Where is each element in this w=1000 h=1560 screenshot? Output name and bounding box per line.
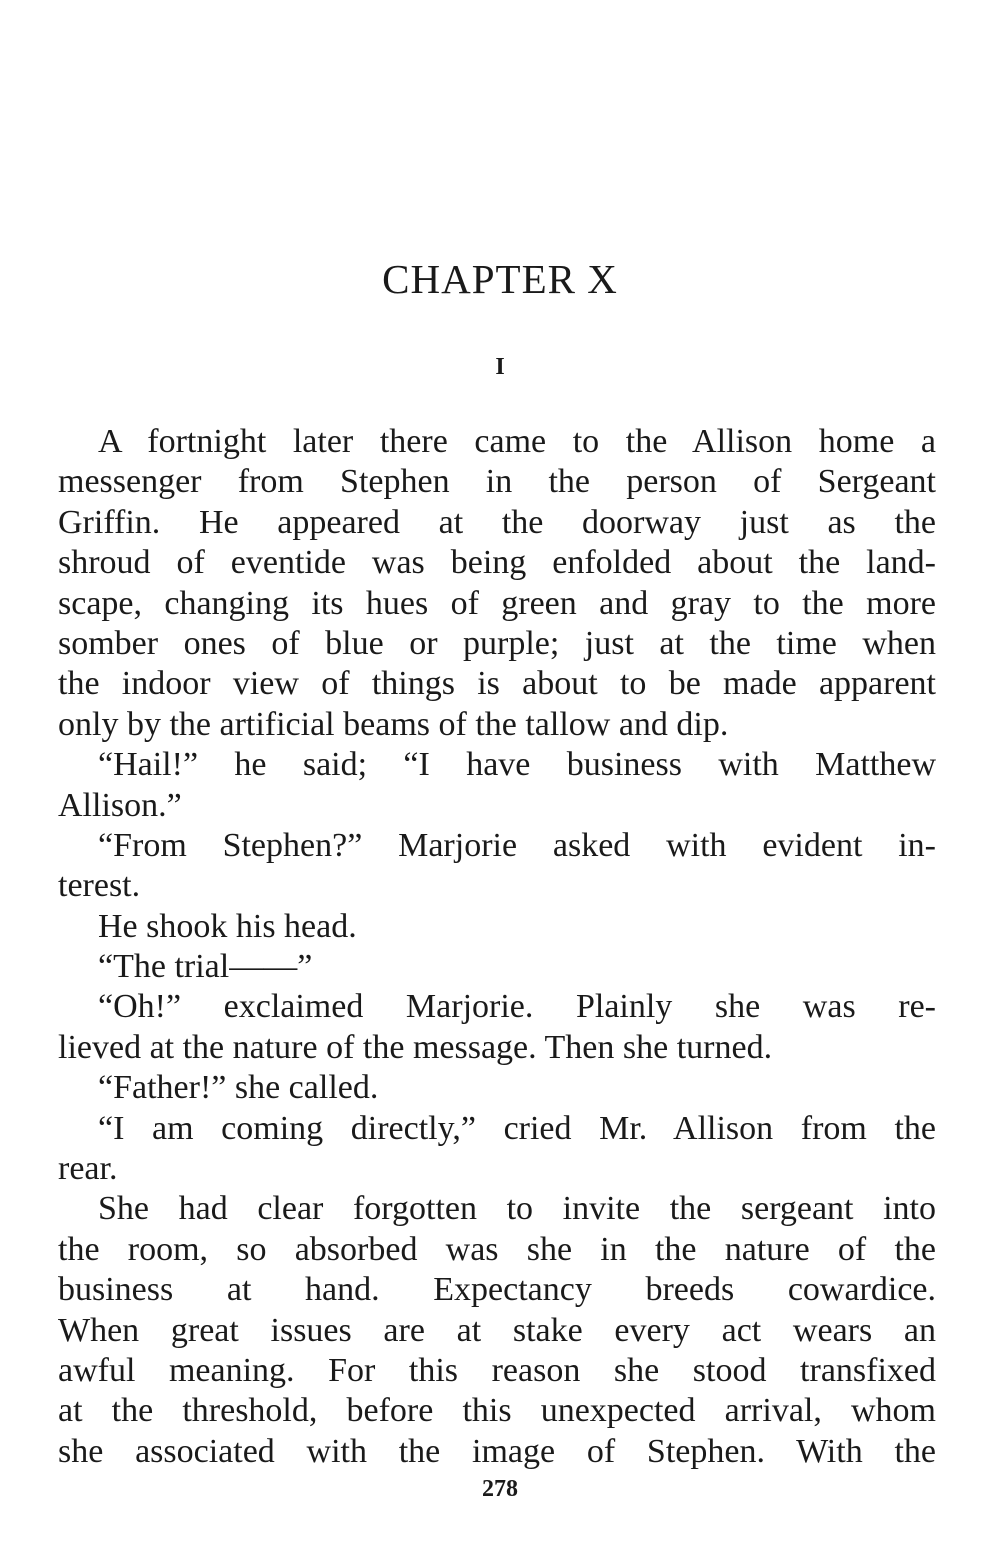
section-number: I (495, 354, 505, 380)
text-line: “From Stephen?” Marjorie asked with evident in- (98, 826, 936, 864)
text-line: business at hand. Expectancy breeds cowardice. (58, 1271, 936, 1309)
text-line: the indoor view of things is about to be made apparent (58, 665, 936, 703)
text-line: Allison.” (58, 786, 182, 824)
text-line: “I am coming directly,” cried Mr. Allison from the (98, 1109, 936, 1147)
text-line: He shook his head. (98, 907, 357, 945)
text-line: lieved at the nature of the message. Then she turned. (58, 1028, 773, 1066)
text-line: somber ones of blue or purple; just at the time when (58, 624, 936, 662)
text-line: “Oh!” exclaimed Marjorie. Plainly she was re- (98, 988, 936, 1026)
text-line: at the threshold, before this unexpected arrival, whom (58, 1392, 936, 1430)
text-line: shroud of eventide was being enfolded about the land- (58, 544, 936, 582)
text-line: messenger from Stephen in the person of Sergeant (58, 463, 936, 501)
text-line: the room, so absorbed was she in the nature of the (58, 1230, 936, 1268)
text-line: “Hail!” he said; “I have business with Matthew (98, 746, 936, 784)
text-line: She had clear forgotten to invite the sergeant into (98, 1190, 936, 1228)
text-line: terest. (58, 867, 141, 905)
body-text (58, 422, 936, 1472)
text-line: When great issues are at stake every act wears an (58, 1311, 936, 1349)
text-line: rear. (58, 1150, 118, 1188)
text-line: Griffin. He appeared at the doorway just as the (58, 503, 936, 541)
text-line: “Father!” she called. (98, 1069, 379, 1107)
text-line: scape, changing its hues of green and gray to the more (58, 584, 936, 622)
text-line: only by the artificial beams of the tallow and dip. (58, 705, 729, 743)
text-line: “The trial——” (98, 948, 313, 986)
chapter-title: CHAPTER X (382, 256, 618, 302)
text-line: awful meaning. For this reason she stood transfixed (58, 1351, 936, 1389)
text-line: A fortnight later there came to the Allison home a (98, 423, 936, 460)
page-number: 278 (482, 1476, 518, 1502)
text-line: she associated with the image of Stephen. With the (58, 1432, 936, 1470)
